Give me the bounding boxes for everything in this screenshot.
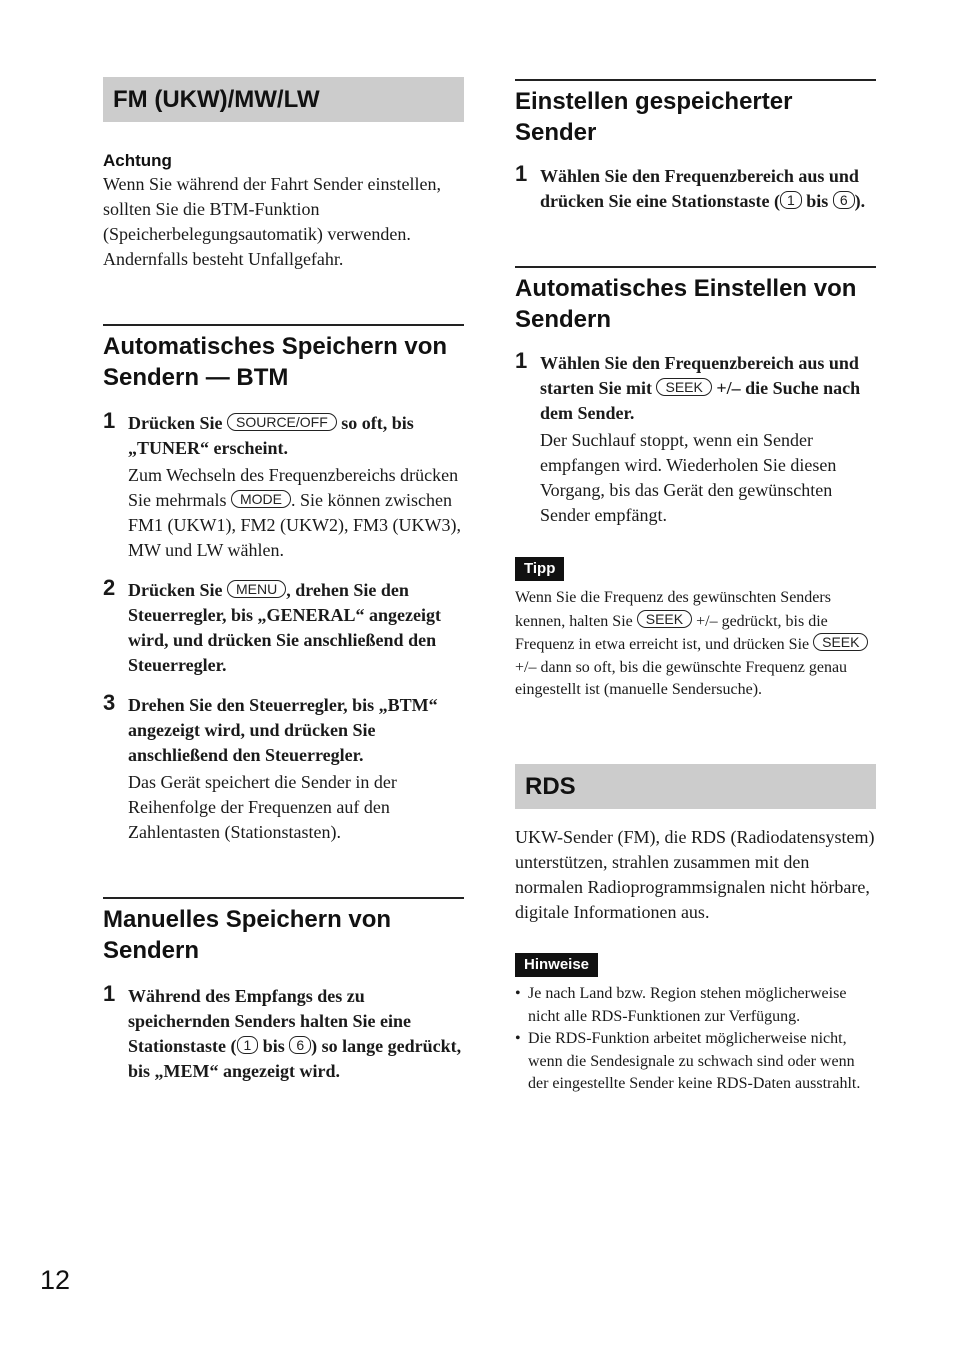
list-item: • Die RDS-Funktion arbeitet möglicherweise nicht, wenn die Sendesignale zu schwach sind oder wenn der eingestellte Sender keine RDS-Daten ausstrahlt. xyxy=(515,1028,876,1096)
seek-key-icon: SEEK xyxy=(813,633,868,651)
step-number: 1 xyxy=(103,981,116,1006)
heading-btm: Automatisches Speichern von Sendern — BTM xyxy=(103,324,464,393)
caution-text: Wenn Sie während der Fahrt Sender einstellen, sollten Sie die BTM-Funktion (Speicherbelegungsautomatik) verwenden. Andernfalls besteht Unfallgefahr. xyxy=(103,174,441,269)
step-number: 1 xyxy=(103,408,116,433)
step-title: Wählen Sie den Frequenzbereich aus und drücken Sie eine Stationstaste ( 1 bis 6 ). xyxy=(540,166,866,211)
section-title-rds: RDS xyxy=(515,764,876,809)
step-body: Das Gerät speichert die Sender in der Reihenfolge der Frequenzen auf den Zahlentasten (Stationstasten). xyxy=(128,772,397,842)
heading-recall: Einstellen gespeicherter Sender xyxy=(515,79,876,148)
step-number: 1 xyxy=(515,348,528,373)
step-number: 1 xyxy=(515,161,528,186)
recall-step-1 xyxy=(515,161,876,214)
btm-step-1 xyxy=(103,408,464,563)
caution-label: Achtung xyxy=(103,151,172,170)
left-column xyxy=(103,77,464,1084)
key-1-icon: 1 xyxy=(237,1036,259,1054)
step-title: Drücken Sie SOURCE/OFF so oft, bis „TUNER“ erscheint. xyxy=(128,413,414,458)
tip-label: Tipp xyxy=(515,557,564,581)
notes-block xyxy=(515,953,876,1096)
tip-text: Wenn Sie die Frequenz des gewünschten Senders kennen, halten Sie SEEK +/– gedrückt, bis die Frequenz in etwa erreicht ist, und drücken Sie SEEK +/– dann so oft, bis die gewünschte Frequenz genau eingestellt ist (manuelle Sendersuche). xyxy=(515,587,876,702)
step-title: Drücken Sie MENU , drehen Sie den Steuerregler, bis „GENERAL“ angezeigt wird, und drücken Sie anschließend den Steuerregler. xyxy=(128,580,441,675)
caution-block xyxy=(103,151,464,272)
btm-step-2 xyxy=(103,575,464,678)
heading-auto-tune: Automatisches Einstellen von Sendern xyxy=(515,266,876,335)
page-number: 12 xyxy=(40,1265,71,1295)
notes-list xyxy=(515,983,876,1096)
tip-block xyxy=(515,557,876,702)
step-number: 3 xyxy=(103,690,116,715)
key-1-icon: 1 xyxy=(780,191,802,209)
step-body: Zum Wechseln des Frequenzbereichs drücken Sie mehrmals MODE . Sie können zwischen FM1 (UKW1), FM2 (UKW2), FM3 (UKW3), MW und LW wählen. xyxy=(128,465,461,560)
step-title: Während des Empfangs des zu speichernden Senders halten Sie eine Stationstaste ( 1 bis 6 ) so lange gedrückt, bis „MEM“ angezeigt wird. xyxy=(128,986,462,1081)
seek-key-icon: SEEK xyxy=(656,378,711,396)
seek-key-icon: SEEK xyxy=(637,610,692,628)
step-number: 2 xyxy=(103,575,116,600)
rds-text: UKW-Sender (FM), die RDS (Radiodatensystem) unterstützen, strahlen zusammen mit den normalen Radioprogrammsignalen nicht hörbare, digitale Informationen aus. xyxy=(515,826,875,922)
key-6-icon: 6 xyxy=(289,1036,311,1054)
step-body: Der Suchlauf stoppt, wenn ein Sender empfangen wird. Wiederholen Sie diesen Vorgang, bis das Gerät den gewünschten Sender empfängt. xyxy=(540,430,837,525)
key-6-icon: 6 xyxy=(833,191,855,209)
step-title: Wählen Sie den Frequenzbereich aus und starten Sie mit SEEK +/– die Suche nach dem Sender. xyxy=(540,353,861,423)
notes-label: Hinweise xyxy=(515,953,598,977)
menu-key-icon: MENU xyxy=(227,580,286,598)
section-title-fm: FM (UKW)/MW/LW xyxy=(103,77,464,122)
btm-step-3 xyxy=(103,690,464,845)
mode-key-icon: MODE xyxy=(231,490,291,508)
step-title: Drehen Sie den Steuerregler, bis „BTM“ angezeigt wird, und drücken Sie anschließend den Steuerregler. xyxy=(128,695,438,765)
list-item: • Je nach Land bzw. Region stehen möglicherweise nicht alle RDS-Funktionen zur Verfügung. xyxy=(515,983,876,1028)
heading-manual: Manuelles Speichern von Sendern xyxy=(103,897,464,966)
right-column xyxy=(515,79,876,1096)
manual-step-1 xyxy=(103,981,464,1084)
source-off-key-icon: SOURCE/OFF xyxy=(227,413,337,431)
auto-tune-step-1 xyxy=(515,348,876,528)
